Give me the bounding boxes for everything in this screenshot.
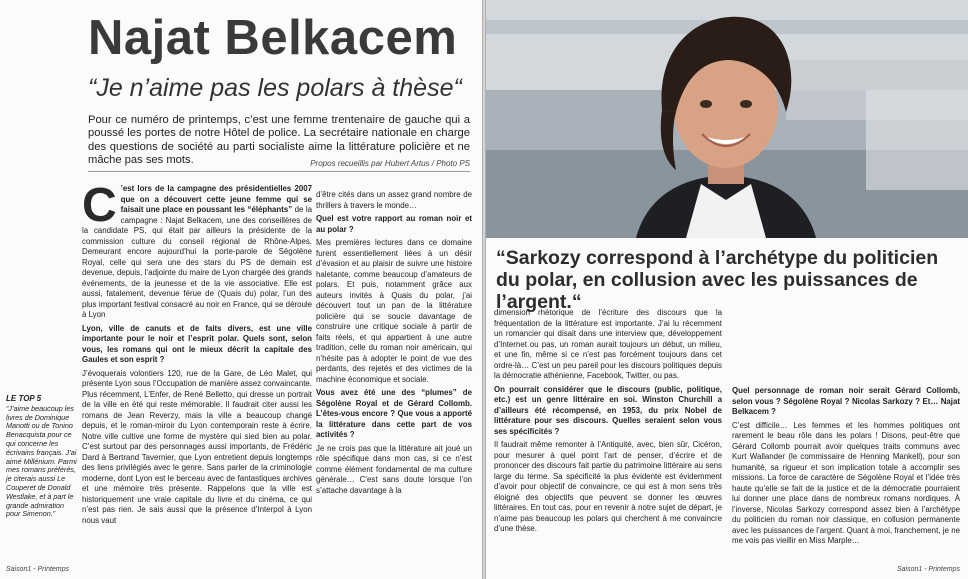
right-page [486,0,968,579]
question-1: Lyon, ville de canuts et de faits divers, est une ville importante pour le noir et l’esprit polar. Quels sont, selon vous, les romans qui ont le mieux décrit la capitale des Gaules et son esprit ? [82,323,312,364]
answer-6: C’est difficile… Les femmes et les hommes politiques ont rarement le beau rôle dans les polars ! Disons, peut-être que Gérard Collomb pourrait avoir quelques traits communs avec Kurt Wallander (le commissaire de Henning Mankell), pour son humanité, sa rigueur et son implication totale à accomplir ses missions. La force de caractère de Ségolène Royal et l’idée très haute qu’elle se fait de la justice et de la démocratie pourraient lui donner une place dans de nombreux romans nordiques. À l’inverse, Nicolas Sarkozy correspond assez bien à l’archétype du politicien du roman noir classique, en collusion permanente avec les puissances de l’argent. Quant à moi, franchement, je ne me vois pas vieillir en Miss Marple… [732,420,960,545]
portrait-photo [486,0,968,238]
left-column-1 [82,179,312,529]
question-6: Quel personnage de roman noir serait Gérard Collomb, selon vous ? Ségolène Royal ? Nicolas Sarkozy ? Et… Najat Belkacem ? [732,386,960,416]
article-intro: Pour ce numéro de printemps, c’est une femme trentenaire de gauche qui a poussé les portes de notre Hôtel de police. La secrétaire nationale en charge des questions de société au parti socialiste aime la littérature policière et ne mâche pas ses mots. [88,114,470,167]
page-folio-left: Saison1 - Printemps [6,566,70,573]
question-3: Vous avez été une des “plumes” de Ségolène Royal et de Gérard Collomb. L’êtes-vous encore ? Que vous a apporté la littérature dans cette part de vos activités ? [316,388,472,439]
right-column-2 [732,386,960,550]
answer-2: Mes premières lectures dans ce domaine furent essentiellement liées à un désir d’évasion et au plaisir de suivre une histoire haletante, comme beaucoup d’amateurs de polars. Et puis, notamment grâce aux auteurs invités à Quais du polar, j’ai découvert tout un pan de la littérature policière qui se soucie davantage de construire une critique sociale à partir de faits réels, et qui appartient à une autre tradition, celle du roman noir américain, qui n’hésite pas à adopter le point de vue des perdants, des rejetés et des victimes de la machine économique et sociale. [316,238,472,384]
drop-cap: C [82,179,117,232]
page-folio-right: Saison1 - Printemps [896,566,960,573]
article-credit: Propos recueillis par Hubert Artus / Photo PS [310,159,470,168]
sidebar-text: “J’aime beaucoup les livres de Dominique Manotti ou de Tonino Benacquista pour ce qui concerne les écrivains français. J’ai aimé Millénium. Parmi mes romans préférés, je citerais aussi Le Couperet de Donald Westlake, et à part le grande admiration pour Simenon.” [6,403,77,519]
article-name-title: Najat Belkacem [88,11,458,65]
answer-1: J’évoquerais volontiers 120, rue de la Gare, de Léo Malet, qui présente Lyon sous l’Occupation de manière assez convaincante. Plus récemment, L’Enfer, de René Belletto, qui dresse un portrait de la ville en été qui reste mémorable. Il faudrait citer aussi les romans de Jean Reverzy, mais la ville a beaucoup changé depuis, et le roman-miroir du Lyon contemporain reste à écrire. Notre ville cultive une forme de mystère qui sied bien au polar. C’est surtout par des personnages aussi importants, de Frédéric Dard à Bertrand Tavernier, que Lyon entretient depuis longtemps des liens privilégiés avec le genre. Sans parler de la criminologie moderne, dont Lyon est le berceau avec de fantastiques archives et une mémoire très présente. Rappelons que la ville est historiquement une vraie capitale du livre et du cinéma, ce qui n’est pas rien. Je sais aussi que la présence d’Interpol à Lyon nous vaut [82,368,312,525]
answer-5: Il faudrait même remonter à l’Antiquité, avec, bien sûr, Cicéron, pour mesurer à quel point l’art de penser, d’écrire et de prononcer des discours fait partie du patrimoine littéraire au sens large du terme. Sa spécificité la plus évidente est évidemment d’avoir pour objectif de convaincre, ce qui est à mon sens très éloigné des objectifs que peuvent se donner les œuvres littéraires. En tout cas, pour en revenir à notre sujet de départ, je n’aime pas beaucoup les polars qui cherchent à me convaincre d’une thèse. [494,440,722,533]
article-subtitle-quote: “Je n’aime pas les polars à thèse“ [88,74,462,102]
left-column-2 [316,190,472,499]
pull-quote: “Sarkozy correspond à l’archétype du politicien du polar, en collusion avec les puissances de l’argent.“ [496,247,939,313]
left-page [0,0,482,579]
divider [88,171,470,172]
sidebar-title: LE TOP 5 [6,394,42,403]
question-2: Quel est votre rapport au roman noir et au polar ? [316,214,472,234]
question-5: On pourrait considérer que le discours (public, politique, etc.) est un genre littéraire en soi. Winston Churchill a d’ailleurs été récompensé, en 1953, du prix Nobel de littérature pour ses discours. Quelles seraient selon vous ses spécificités ? [494,384,722,436]
lead-bold: ’est lors de la campagne des présidentielles 2007 que on a découvert cette jeune femme qui se faisait une place en poussant les “éléphants” [120,184,312,214]
lead-rest: de la campagne : Najat Belkacem, une des conseillères de la candidate PS, qui était par ailleurs la présidente de la commission culture du conseil régional de Rhône-Alpes. Demeurant encore aujourd’hui la porte-parole de Ségolène Royal, celle qui sera une des stars du PS de demain est devenue, depuis, l’adjointe du maire de Lyon chargée des grands événements, de la jeunesse et de la vie associative. Elle est aussi, fatalement, devenue férue de (Quais du) polar, l’un des plus important festival consacré au noir en France, qui se déroule à Lyon [82,205,312,319]
answer-4: dimension rhétorique de l’écriture des discours que la fréquentation de la littérature est importante. J’ai lu récemment un romancier qui disait dans une interview que, développement d’Internet ou pas, un roman aurait toujours un début, un milieu, et une fin, même si ce n’est pas forcément toujours dans cet ordre-là… C’est un peu pareil pour les discours politiques depuis la démocratie athénienne, Facebook, Twitter, ou pas. [494,308,722,380]
top5-sidebar [6,395,78,519]
answer-3: Je ne crois pas que la littérature ait joué un rôle spécifique dans mon cas, si ce n’est comme élément fondamental de ma culture générale… C’est sans doute lorsque l’on s’attache davantage à la [316,443,472,495]
answer-1-end: d’être cités dans un assez grand nombre de thrillers à travers le monde… [316,190,472,210]
right-column-1 [494,308,722,538]
portrait-illustration [486,0,968,238]
lead-paragraph [82,179,312,321]
